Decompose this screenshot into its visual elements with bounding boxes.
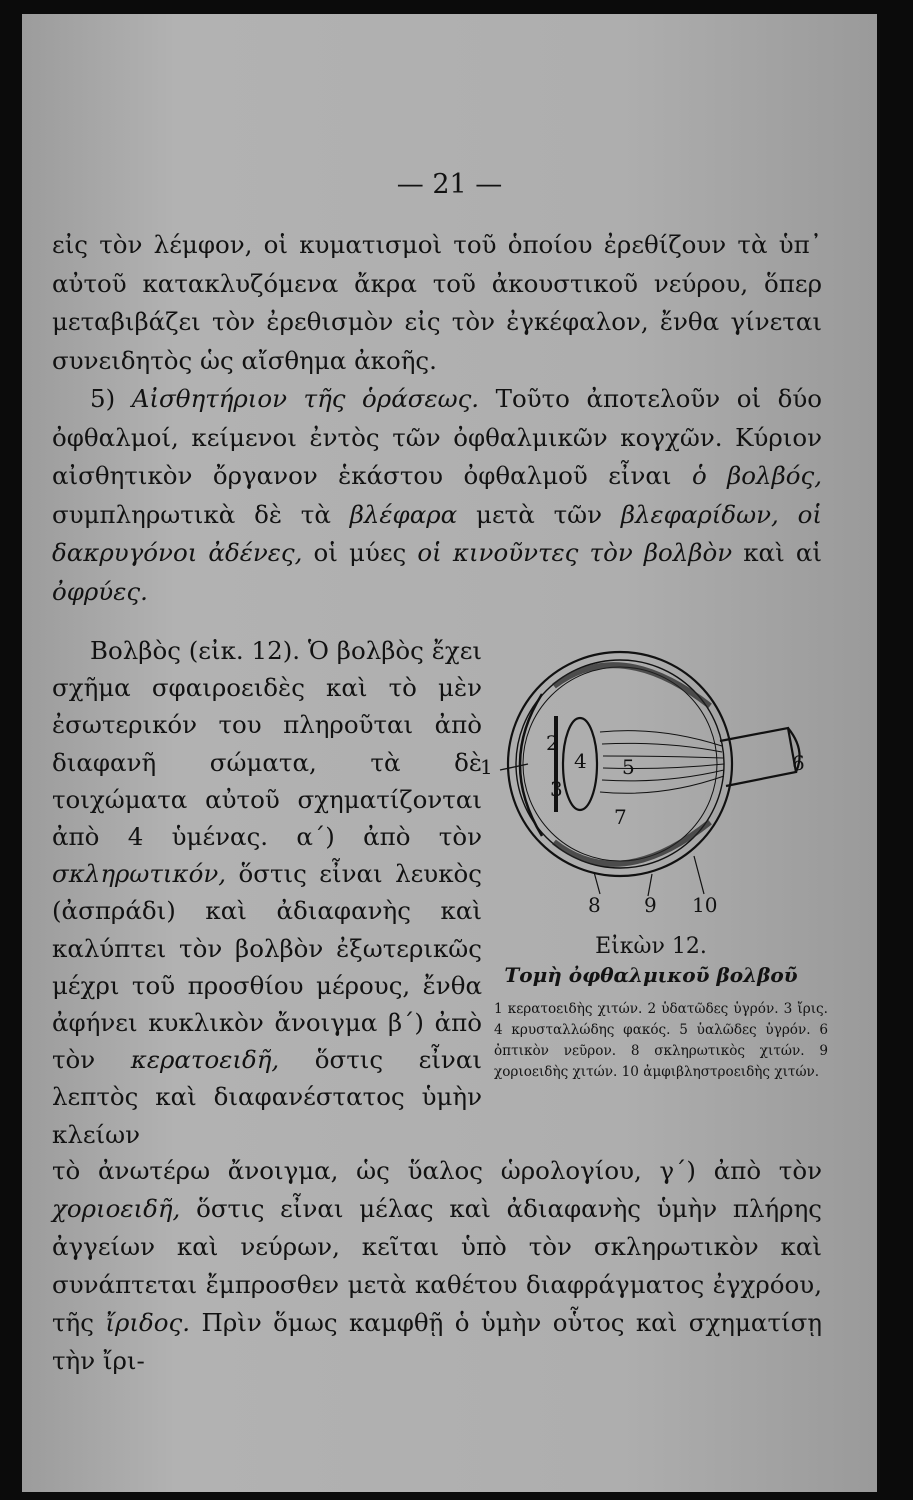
text-block-bottom [52, 1152, 822, 1380]
paragraph-eyeball: Βολβὸς (εἰκ. 12). Ὁ βολβὸς ἔχει σχῆμα σφαιροειδὲς καὶ τὸ μὲν ἐσωτερικόν του πληροῦται ἀπὸ διαφανῆ σώματα, τὰ δὲ τοιχώματα αὐτοῦ σχηματίζονται ἀπὸ 4 ὑμένας. α΄) ἀπὸ τὸν σκληρωτικόν, ὅστις εἶναι λευκὸς (ἀσπράδι) καὶ ἀδιαφανὴς καὶ καλύπτει τὸν βολβὸν ἐξωτερικῶς μέχρι τοῦ προσθίου μέρους, ἔνθα ἀφήνει κυκλικὸν ἄνοιγμα β΄) ἀπὸ τὸν κερατοειδῆ, ὅστις εἶναι λεπτὸς καὶ διαφανέστατος ὑμὴν κλείων [52, 636, 482, 1149]
figure-label-3: 3 [550, 777, 563, 801]
figure-label-1: 1 [480, 755, 493, 779]
section-heading: Αἰσθητήριον τῆς ὁράσεως. [131, 384, 480, 413]
paragraph-sight: 5) Αἰσθητήριον τῆς ὁράσεως. Τοῦτο ἀποτελοῦν οἱ δύο ὀφθαλμοί, κείμενοι ἐντὸς τῶν ὀφθαλμικῶν κογχῶν. Κύριον αἰσθητικὸν ὄργανον ἑκάστου ὀφθαλμοῦ εἶναι ὁ βολβός, συμπληρωτικὰ δὲ τὰ βλέφαρα μετὰ τῶν βλεφαρίδων, οἱ δακρυγόνοι ἀδένες, οἱ μύες οἱ κινοῦντες τὸν βολβὸν καὶ αἱ ὀφρύες. [52, 384, 823, 606]
figure-label-9: 9 [644, 893, 657, 916]
figure-label-4: 4 [574, 749, 587, 773]
figure-label-7: 7 [614, 805, 627, 829]
text-block-beside-figure [52, 632, 482, 1153]
figure-label-8: 8 [588, 893, 601, 916]
figure-title: Εἰκὼν 12. [595, 934, 707, 959]
eyeball-cross-section-figure [470, 646, 825, 916]
paragraph-choroid: τὸ ἀνωτέρω ἄνοιγμα, ὡς ὕαλος ὡρολογίου, γ΄) ἀπὸ τὸν χοριοειδῆ, ὅστις εἶναι μέλας καὶ ἀδιαφανὴς ὑμὴν πλήρης ἀγγείων καὶ νεύρων, κεῖται ὑπὸ τὸν σκληρωτικὸν καὶ συνάπτεται ἔμπροσθεν μετὰ καθέτου διαφράγματος ἐγχρόου, τῆς ἴριδος. Πρὶν ὅμως καμφθῇ ὁ ὑμὴν οὗτος καὶ σχηματίσῃ τὴν ἴρι- [52, 1156, 823, 1375]
paragraph-hearing-end: εἰς τὸν λέμφον, οἱ κυματισμοὶ τοῦ ὁποίου ἐρεθίζουν τὰ ὑπ᾿ αὐτοῦ κατακλυζόμενα ἄκρα τοῦ ἀκουστικοῦ νεύρου, ὅπερ μεταβιβάζει τὸν ἐρεθισμὸν εἰς τὸν ἐγκέφαλον, ἔνθα γίνεται συνειδητὸς ὡς αἴσθημα ἀκοῆς. [52, 230, 822, 375]
figure-label-6: 6 [792, 751, 805, 775]
figure-legend: 1 κερατοειδὴς χιτών. 2 ὑδατῶδες ὑγρόν. 3 ἴρις. 4 κρυσταλλώδης φακός. 5 ὑαλῶδες ὑγρόν. 6 ὀπτικὸν νεῦρον. 8 σκληρωτικὸς χιτών. 9 χοριοειδὴς χιτών. 10 ἀμφιβληστροειδὴς χιτών. [494, 1001, 828, 1080]
figure-subtitle: Τομὴ ὀφθαλμικοῦ βολβοῦ [504, 963, 798, 987]
book-page [22, 14, 877, 1492]
figure-label-2: 2 [546, 731, 559, 755]
figure-label-5: 5 [622, 755, 635, 779]
figure-caption [474, 934, 828, 987]
text-block-top [52, 226, 822, 611]
page-number: — 21 — [396, 169, 503, 200]
figure-label-10: 10 [692, 893, 718, 916]
